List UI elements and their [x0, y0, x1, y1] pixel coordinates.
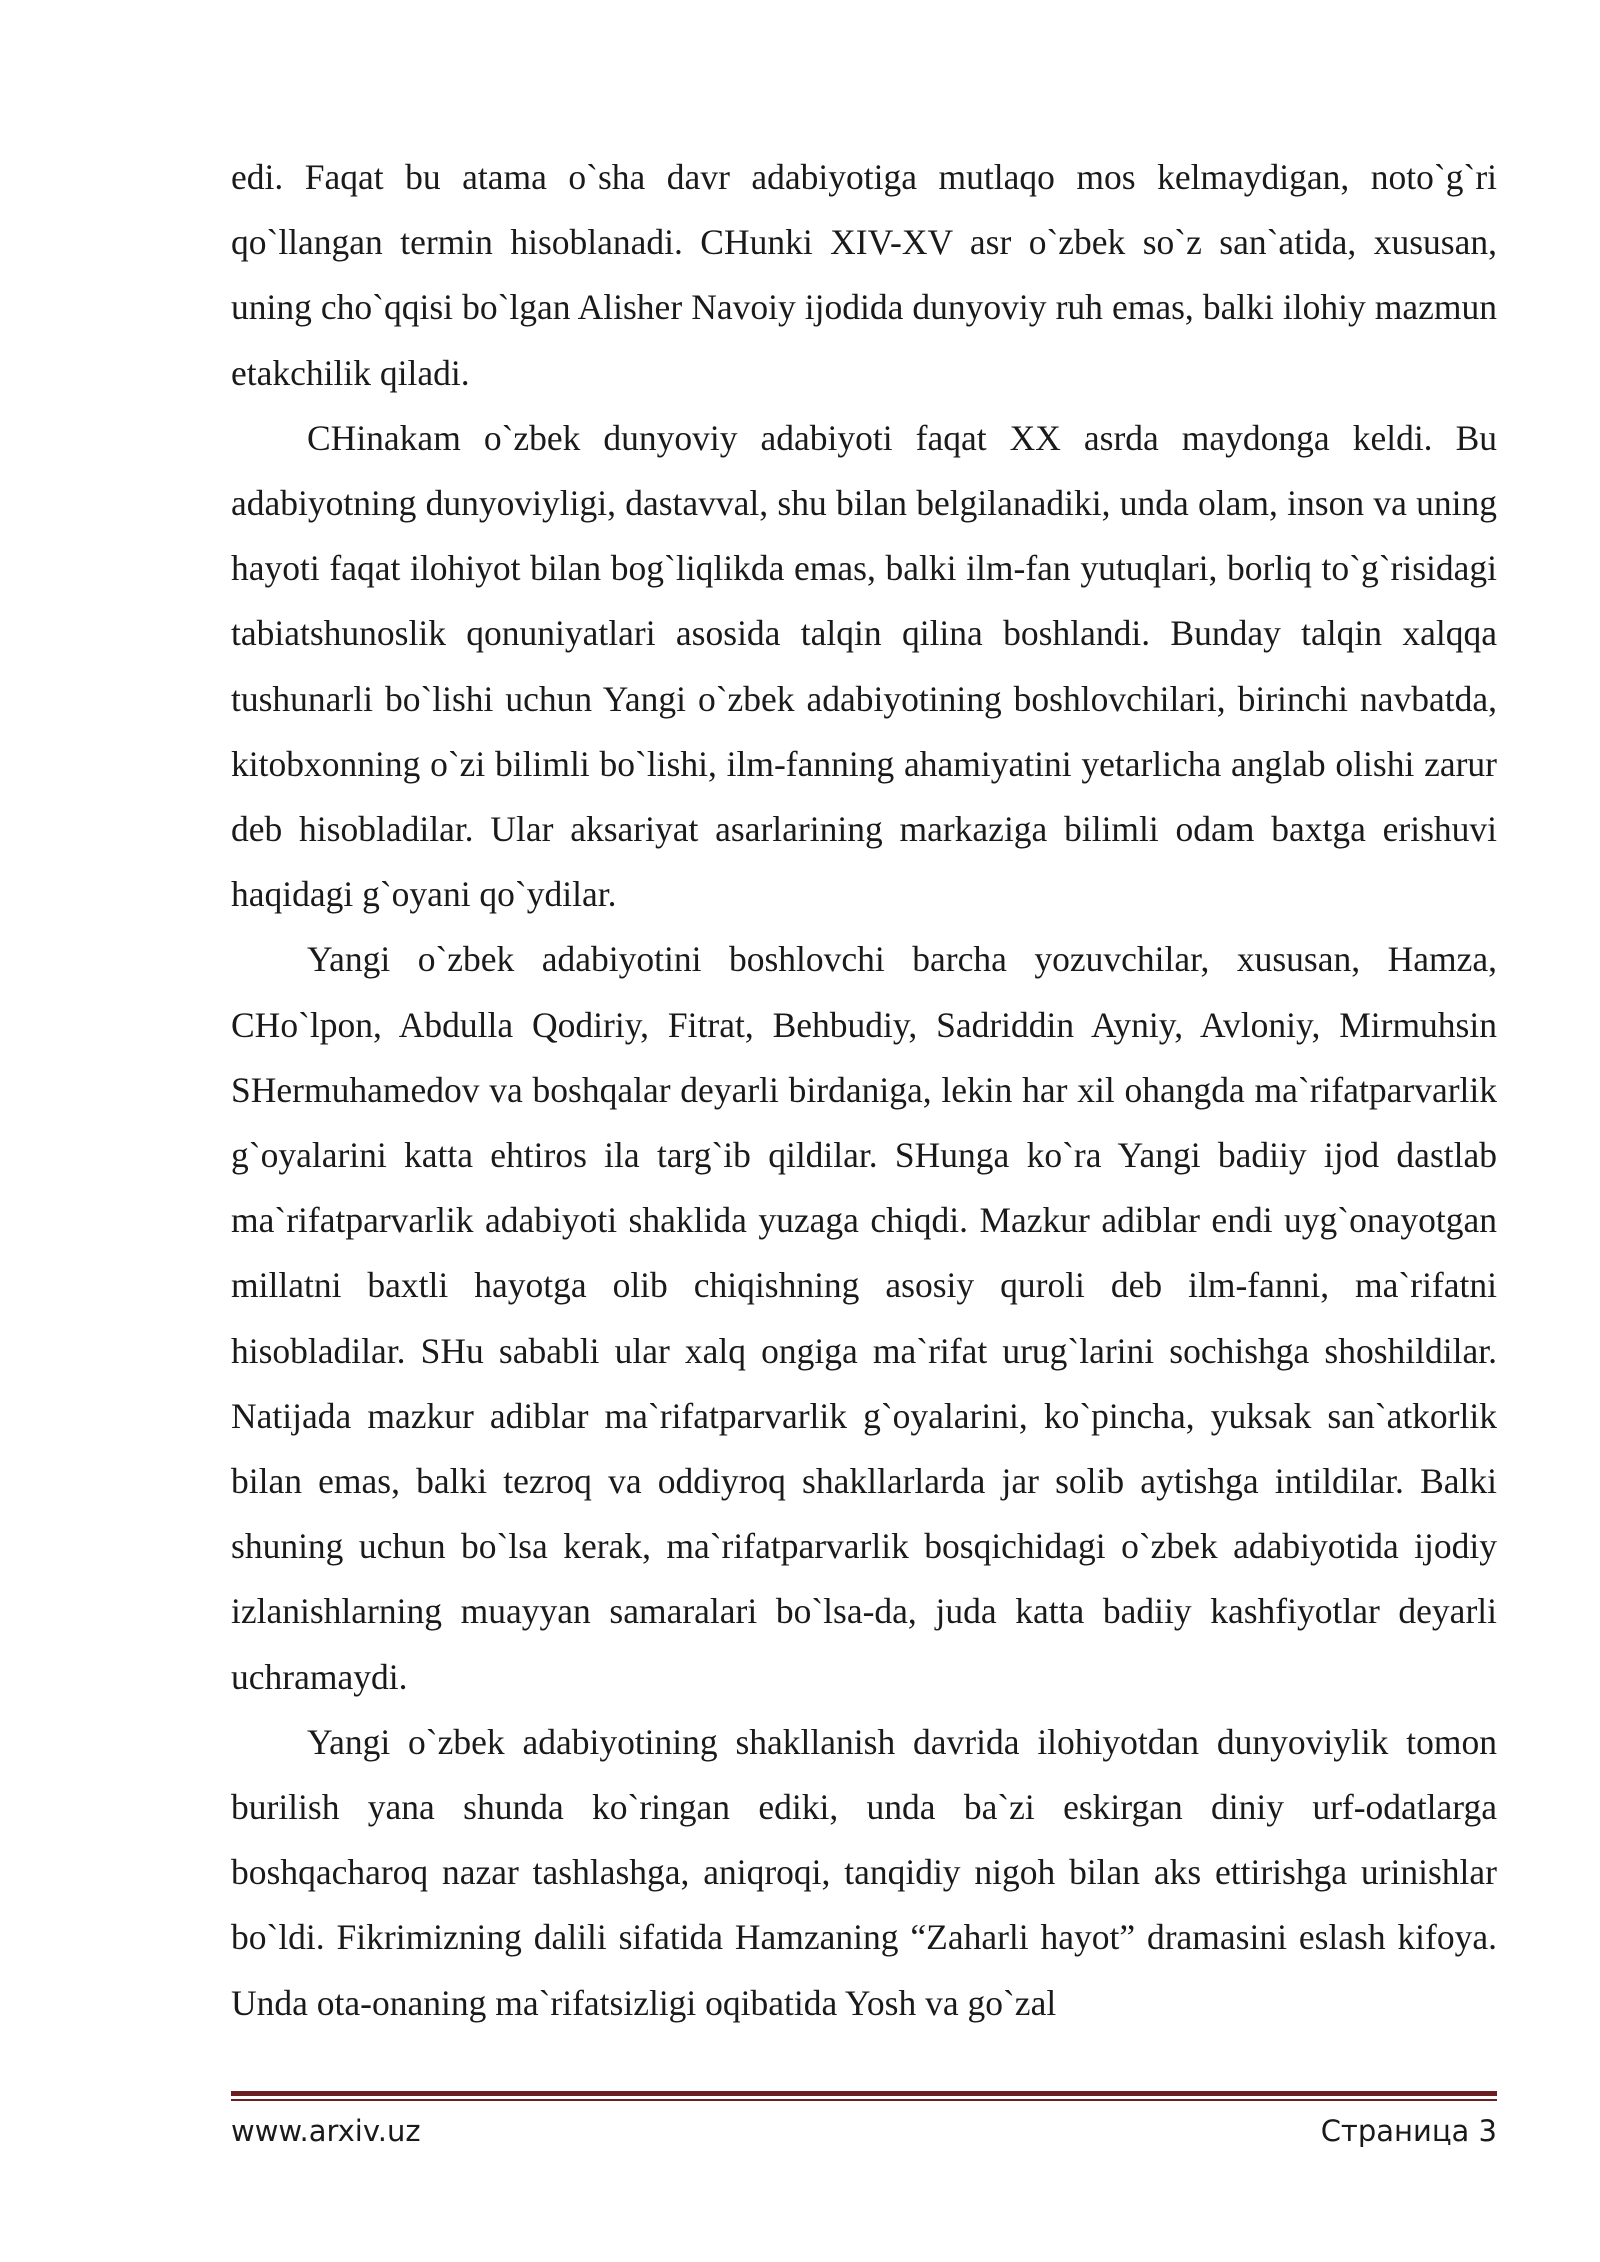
footer-website: www.arxiv.uz [231, 2114, 421, 2148]
footer-page-number: Страница 3 [1320, 2114, 1497, 2148]
document-body [231, 145, 1497, 2036]
footer-divider-thin [231, 2099, 1497, 2101]
paragraph-1: edi. Faqat bu atama o`sha davr adabiyotiga mutlaqo mos kelmaydigan, noto`g`ri qo`llangan termin hisoblanadi. CHunki XIV-XV asr o`zbek so`z san`atida, xususan, uning cho`qqisi bo`lgan Alisher Navoiy ijodida dunyoviy ruh emas, balki ilohiy mazmun etakchilik qiladi. [231, 157, 1497, 393]
paragraph-2: CHinakam o`zbek dunyoviy adabiyoti faqat XX asrda maydonga keldi. Bu adabiyotning dunyoviyligi, dastavval, shu bilan belgilanadiki, unda olam, inson va uning hayoti faqat ilohiyot bilan bog`liqlikda emas, balki ilm-fan yutuqlari, borliq to`g`risidagi tabiatshunoslik qonuniyatlari asosida talqin qilina boshlandi. Bunday talqin xalqqa tushunarli bo`lishi uchun Yangi o`zbek adabiyotining boshlovchilari, birinchi navbatda, kitobxonning o`zi bilimli bo`lishi, ilm-fanning ahamiyatini yetarlicha anglab olishi zarur deb hisobladilar. Ular aksariyat asarlarining markaziga bilimli odam baxtga erishuvi haqidagi g`oyani qo`ydilar. [231, 417, 1497, 915]
footer-divider-thick [231, 2091, 1497, 2096]
paragraph-4: Yangi o`zbek adabiyotining shakllanish davrida ilohiyotdan dunyoviylik tomon burilish yana shunda ko`ringan ediki, unda ba`zi eskirgan diniy urf-odatlarga boshqacharoq nazar tashlashga, aniqroqi, tanqidiy nigoh bilan aks ettirishga urinishlar bo`ldi. Fikrimizning dalili sifatida Hamzaning “Zaharli hayot” dramasini eslash kifoya. Unda ota-onaning ma`rifatsizligi oqibatida Yosh va go`zal [231, 1721, 1497, 2023]
paragraph-3: Yangi o`zbek adabiyotini boshlovchi barcha yozuvchilar, xususan, Hamza, CHo`lpon, Abdulla Qodiriy, Fitrat, Behbudiy, Sadriddin Ayniy, Avloniy, Mirmuhsin SHermuhamedov va boshqalar deyarli birdaniga, lekin har xil ohangda ma`rifatparvarlik g`oyalarini katta ehtiros ila targ`ib qildilar. SHunga ko`ra Yangi badiiy ijod dastlab ma`rifatparvarlik adabiyoti shaklida yuzaga chiqdi. Mazkur adiblar endi uyg`onayotgan millatni baxtli hayotga olib chiqishning asosiy quroli deb ilm-fanni, ma`rifatni hisobladilar. SHu sababli ular xalq ongiga ma`rifat urug`larini sochishga shoshildilar. Natijada mazkur adiblar ma`rifatparvarlik g`oyalarini, ko`pincha, yuksak san`atkorlik bilan emas, balki tezroq va oddiyroq shakllarlarda jar solib aytishga intildilar. Balki shuning uchun bo`lsa kerak, ma`rifatparvarlik bosqichidagi o`zbek adabiyotida ijodiy izlanishlarning muayyan samaralari bo`lsa-da, juda katta badiiy kashfiyotlar deyarli uchramaydi. [231, 939, 1497, 1697]
